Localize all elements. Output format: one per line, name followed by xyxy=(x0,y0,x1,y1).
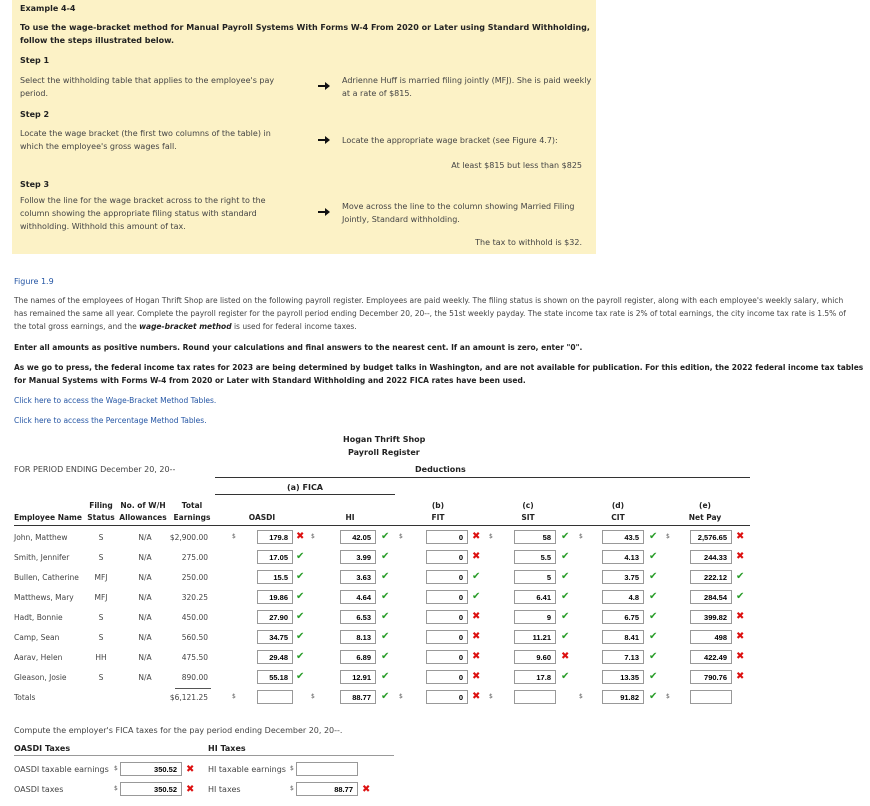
oasdi-input[interactable] xyxy=(257,610,293,624)
step-1-arrow-icon xyxy=(318,81,330,91)
col-total-line-2: Earnings xyxy=(173,513,211,522)
step-3-right-line-1: Move across the line to the column showing Married Filing xyxy=(342,202,575,211)
deductions-rule xyxy=(215,477,750,478)
employee-name: Camp, Sean xyxy=(14,633,60,642)
allowances: N/A xyxy=(138,633,152,642)
fit-input[interactable] xyxy=(426,550,468,564)
fit-input[interactable] xyxy=(426,630,468,644)
fica-rule xyxy=(215,494,395,495)
step-1-label: Step 1 xyxy=(20,56,50,65)
hi-check-icon: ✔ xyxy=(381,591,390,602)
net-input[interactable] xyxy=(690,570,732,584)
fit-input[interactable] xyxy=(426,570,468,584)
sit-input[interactable] xyxy=(514,530,556,544)
net-check-icon: ✔ xyxy=(736,571,745,582)
net-check-icon: ✔ xyxy=(736,591,745,602)
wage-bracket-tables-link[interactable]: Click here to access the Wage-Bracket Method Tables. xyxy=(14,396,217,405)
currency-sign: $ xyxy=(114,785,118,792)
totals-rule xyxy=(175,688,211,689)
step-2-label: Step 2 xyxy=(20,110,50,119)
hi-input[interactable] xyxy=(340,590,376,604)
fit-input[interactable] xyxy=(426,650,468,664)
oasdi-taxes-cross-icon: ✖ xyxy=(186,784,195,795)
net-cross-icon: ✖ xyxy=(736,531,745,542)
totals-label: Totals xyxy=(14,693,36,702)
currency-sign: $ xyxy=(489,533,493,540)
percentage-tables-link[interactable]: Click here to access the Percentage Method Tables. xyxy=(14,416,207,425)
employee-name: Gleason, Josie xyxy=(14,673,67,682)
hi-check-icon: ✔ xyxy=(381,671,390,682)
sit-check-icon: ✔ xyxy=(561,551,570,562)
hi-taxes-label: HI taxes xyxy=(208,785,241,794)
col-fit-line-2: FIT xyxy=(431,513,445,522)
currency-sign: $ xyxy=(666,533,670,540)
example-title: Example 4-4 xyxy=(20,4,76,13)
description-line-1: The names of the employees of Hogan Thrift Shop are listed on the following payroll register. Employees are paid weekly. The filing status is shown on the payroll register, along with each employee's weekly salary, which xyxy=(14,296,844,305)
col-allow-line-1: No. of W/H xyxy=(120,501,166,510)
total-earnings: 475.50 xyxy=(181,653,208,662)
net-input[interactable] xyxy=(690,610,732,624)
filing-status: S xyxy=(98,633,104,642)
fit-input[interactable] xyxy=(426,670,468,684)
oasdi-input[interactable] xyxy=(257,670,293,684)
instruction-tables-line-2: for Manual Systems with Forms W-4 from 2020 or Later with Standard Withholding and 2022 FICA rates have been used. xyxy=(14,376,526,385)
step-2-right-line-1: Locate the appropriate wage bracket (see Figure 4.7): xyxy=(342,136,558,145)
step-3-right-line-3: The tax to withhold is $32. xyxy=(475,238,582,247)
allowances: N/A xyxy=(138,553,152,562)
currency-sign: $ xyxy=(232,693,236,700)
allowances: N/A xyxy=(138,653,152,662)
employer-question: Compute the employer's FICA taxes for the pay period ending December 20, 20--. xyxy=(14,726,343,735)
step-1-right-line-1: Adrienne Huff is married filing jointly (MFJ). She is paid weekly xyxy=(342,76,592,85)
allowances: N/A xyxy=(138,533,152,542)
oasdi-taxes-label: OASDI taxes xyxy=(14,785,64,794)
sit-input[interactable] xyxy=(514,570,556,584)
col-net-line-2: Net Pay xyxy=(688,513,722,522)
step-2-left-line-1: Locate the wage bracket (the first two columns of the table) in xyxy=(20,129,271,138)
employee-name: Matthews, Mary xyxy=(14,593,74,602)
example-intro-line-2: follow the steps illustrated below. xyxy=(20,36,175,45)
oasdi-taxable-earnings-cross-icon: ✖ xyxy=(186,764,195,775)
currency-sign: $ xyxy=(290,765,294,772)
col-sit-line-1: (c) xyxy=(522,501,534,510)
employee-name: Hadt, Bonnie xyxy=(14,613,63,622)
fit-check-icon: ✔ xyxy=(472,571,481,582)
filing-status: HH xyxy=(95,653,107,662)
hi-check-icon: ✔ xyxy=(381,631,390,642)
net-cross-icon: ✖ xyxy=(736,551,745,562)
sit-check-icon: ✔ xyxy=(561,631,570,642)
cit-input[interactable] xyxy=(602,690,644,704)
step-3-label: Step 3 xyxy=(20,180,50,189)
total-earnings: 450.00 xyxy=(181,613,208,622)
deductions-header: Deductions xyxy=(415,465,466,474)
cit-check-icon: ✔ xyxy=(649,551,658,562)
oasdi-input[interactable] xyxy=(257,550,293,564)
step-1-left-line-1: Select the withholding table that applies to the employee's pay xyxy=(20,76,275,85)
oasdi-input[interactable] xyxy=(257,530,293,544)
cit-check-icon: ✔ xyxy=(649,671,658,682)
hi-taxes-cross-icon: ✖ xyxy=(362,784,371,795)
currency-sign: $ xyxy=(489,693,493,700)
employee-name: Smith, Jennifer xyxy=(14,553,70,562)
net-cross-icon: ✖ xyxy=(736,651,745,662)
col-allow-line-2: Allowances xyxy=(119,513,167,522)
oasdi-input[interactable] xyxy=(257,630,293,644)
total-earnings: $2,900.00 xyxy=(169,533,208,542)
cit-input[interactable] xyxy=(602,550,644,564)
register-period: FOR PERIOD ENDING December 20, 20-- xyxy=(14,465,176,474)
allowances: N/A xyxy=(138,593,152,602)
fit-cross-icon: ✖ xyxy=(472,631,481,642)
description-line-3: the total gross earnings, and the wage-bracket method is used for federal income taxes. xyxy=(14,322,357,331)
col-total-line-1: Total xyxy=(181,501,203,510)
oasdi-check-icon: ✔ xyxy=(296,631,305,642)
col-net-line-1: (e) xyxy=(699,501,711,510)
hi-taxable-earnings-label: HI taxable earnings xyxy=(208,765,286,774)
sit-cross-icon: ✖ xyxy=(561,651,570,662)
oasdi-check-icon: ✔ xyxy=(296,571,305,582)
register-company: Hogan Thrift Shop xyxy=(343,435,426,444)
fit-input[interactable] xyxy=(426,590,468,604)
fit-cross-icon: ✖ xyxy=(472,551,481,562)
hi-taxes-heading: HI Taxes xyxy=(208,744,246,753)
sit-input[interactable] xyxy=(514,670,556,684)
oasdi-check-icon: ✔ xyxy=(296,671,305,682)
hi-check-icon: ✔ xyxy=(381,571,390,582)
col-filing-line-2: Status xyxy=(87,513,115,522)
hi-check-icon: ✔ xyxy=(381,611,390,622)
allowances: N/A xyxy=(138,613,152,622)
filing-status: S xyxy=(98,673,104,682)
cit-check-icon: ✔ xyxy=(649,571,658,582)
employee-name: John, Matthew xyxy=(14,533,68,542)
step-1-left-line-2: period. xyxy=(20,89,49,98)
fit-input[interactable] xyxy=(426,610,468,624)
employer-rule xyxy=(14,755,394,756)
oasdi-cross-icon: ✖ xyxy=(296,531,305,542)
filing-status: S xyxy=(98,533,104,542)
hi-taxes-input[interactable] xyxy=(296,782,358,796)
cit-check-icon: ✔ xyxy=(649,651,658,662)
oasdi-input[interactable] xyxy=(257,570,293,584)
filing-status: MFJ xyxy=(94,593,108,602)
fit-cross-icon: ✖ xyxy=(472,651,481,662)
step-2-left-line-2: which the employee's gross wages fall. xyxy=(20,142,177,151)
cit-input[interactable] xyxy=(602,610,644,624)
net-cross-icon: ✖ xyxy=(736,631,745,642)
sit-input[interactable] xyxy=(514,610,556,624)
hi-input[interactable] xyxy=(340,690,376,704)
net-input[interactable] xyxy=(690,550,732,564)
sit-input[interactable] xyxy=(514,550,556,564)
currency-sign: $ xyxy=(579,533,583,540)
step-3-arrow-icon xyxy=(318,207,330,217)
hi-input[interactable] xyxy=(340,610,376,624)
allowances: N/A xyxy=(138,673,152,682)
instruction-tables-line-1: As we go to press, the federal income tax rates for 2023 are being determined by budget talks in Washington, and are not available for publication. For this edition, the 2022 federal income tax tables xyxy=(14,363,864,372)
col-filing-line-1: Filing xyxy=(89,501,113,510)
currency-sign: $ xyxy=(399,533,403,540)
oasdi-taxable-earnings-label: OASDI taxable earnings xyxy=(14,765,109,774)
description-line-2: has remained the same all year. Complete the payroll register for the payroll period ending December 20, 20--, the 51st weekly payday. The state income tax rate is 2% of total earnings, the city income tax rate is 1.5% of xyxy=(14,309,846,318)
cit-input[interactable] xyxy=(602,530,644,544)
hi-check-icon: ✔ xyxy=(381,651,390,662)
hi-check-icon: ✔ xyxy=(381,531,390,542)
oasdi-input[interactable] xyxy=(257,590,293,604)
oasdi-input[interactable] xyxy=(257,650,293,664)
cit-input[interactable] xyxy=(602,590,644,604)
fit-input[interactable] xyxy=(426,530,468,544)
cit-check-icon: ✔ xyxy=(649,611,658,622)
step-3-left-line-2: column showing the appropriate filing status with standard xyxy=(20,209,257,218)
cit-check-icon: ✔ xyxy=(649,531,658,542)
oasdi-taxable-earnings-input[interactable] xyxy=(120,762,182,776)
sit-check-icon: ✔ xyxy=(561,571,570,582)
cit-input[interactable] xyxy=(602,650,644,664)
cit-check-icon: ✔ xyxy=(649,691,658,702)
net-cross-icon: ✖ xyxy=(736,611,745,622)
total-earnings: 320.25 xyxy=(181,593,208,602)
currency-sign: $ xyxy=(232,533,236,540)
fit-cross-icon: ✖ xyxy=(472,611,481,622)
register-title: Payroll Register xyxy=(348,448,420,457)
step-3-right-line-2: Jointly, Standard withholding. xyxy=(342,215,460,224)
net-input[interactable] xyxy=(690,530,732,544)
net-input[interactable] xyxy=(690,650,732,664)
sit-input[interactable] xyxy=(514,650,556,664)
instruction-rounding: Enter all amounts as positive numbers. Round your calculations and final answers to the nearest cent. If an amount is zero, enter "0". xyxy=(14,343,583,352)
oasdi-check-icon: ✔ xyxy=(296,591,305,602)
fica-header: (a) FICA xyxy=(287,483,323,492)
hi-input[interactable] xyxy=(340,630,376,644)
col-hi: HI xyxy=(345,513,355,522)
allowances: N/A xyxy=(138,573,152,582)
figure-label: Figure 1.9 xyxy=(14,277,54,286)
currency-sign: $ xyxy=(114,765,118,772)
cit-input[interactable] xyxy=(602,670,644,684)
filing-status: S xyxy=(98,553,104,562)
total-earnings: $6,121.25 xyxy=(169,693,208,702)
cit-input[interactable] xyxy=(602,630,644,644)
cit-check-icon: ✔ xyxy=(649,591,658,602)
currency-sign: $ xyxy=(311,533,315,540)
oasdi-taxes-heading: OASDI Taxes xyxy=(14,744,71,753)
total-earnings: 560.50 xyxy=(181,633,208,642)
hi-check-icon: ✔ xyxy=(381,551,390,562)
col-cit-line-1: (d) xyxy=(611,501,625,510)
employee-name: Aarav, Helen xyxy=(14,653,63,662)
sit-check-icon: ✔ xyxy=(561,611,570,622)
col-sit-line-2: SIT xyxy=(521,513,535,522)
fit-cross-icon: ✖ xyxy=(472,671,481,682)
hi-input[interactable] xyxy=(340,670,376,684)
hi-check-icon: ✔ xyxy=(381,691,390,702)
col-fit-line-1: (b) xyxy=(431,501,445,510)
filing-status: MFJ xyxy=(94,573,108,582)
oasdi-check-icon: ✔ xyxy=(296,651,305,662)
step-3-left-line-1: Follow the line for the wage bracket across to the right to the xyxy=(20,196,266,205)
step-1-right-line-2: at a rate of $815. xyxy=(342,89,412,98)
example-intro-line-1: To use the wage-bracket method for Manual Payroll Systems With Forms W-4 From 2020 or Later using Standard Withholding, xyxy=(20,23,590,32)
fit-check-icon: ✔ xyxy=(472,591,481,602)
net-cross-icon: ✖ xyxy=(736,671,745,682)
sit-input[interactable] xyxy=(514,630,556,644)
hi-input[interactable] xyxy=(340,570,376,584)
col-cit-line-2: CIT xyxy=(611,513,625,522)
hi-input[interactable] xyxy=(340,530,376,544)
total-earnings: 890.00 xyxy=(181,673,208,682)
hi-input[interactable] xyxy=(340,550,376,564)
currency-sign: $ xyxy=(399,693,403,700)
col-name: Employee Name xyxy=(14,513,82,522)
currency-sign: $ xyxy=(666,693,670,700)
currency-sign: $ xyxy=(290,785,294,792)
total-earnings: 250.00 xyxy=(181,573,208,582)
header-rule xyxy=(14,525,750,526)
currency-sign: $ xyxy=(579,693,583,700)
step-2-arrow-icon xyxy=(318,135,330,145)
net-input[interactable] xyxy=(690,690,732,704)
sit-input[interactable] xyxy=(514,690,556,704)
fit-input[interactable] xyxy=(426,690,468,704)
sit-check-icon: ✔ xyxy=(561,591,570,602)
cit-input[interactable] xyxy=(602,570,644,584)
step-3-left-line-3: withholding. Withhold this amount of tax. xyxy=(20,222,186,231)
cit-check-icon: ✔ xyxy=(649,631,658,642)
step-2-right-line-2: At least $815 but less than $825 xyxy=(451,161,582,170)
hi-taxable-earnings-input[interactable] xyxy=(296,762,358,776)
filing-status: S xyxy=(98,613,104,622)
employee-name: Bullen, Catherine xyxy=(14,573,79,582)
fit-cross-icon: ✖ xyxy=(472,691,481,702)
example-box xyxy=(12,0,596,254)
fit-cross-icon: ✖ xyxy=(472,531,481,542)
col-oasdi: OASDI xyxy=(248,513,276,522)
hi-input[interactable] xyxy=(340,650,376,664)
oasdi-check-icon: ✔ xyxy=(296,551,305,562)
oasdi-taxes-input[interactable] xyxy=(120,782,182,796)
net-input[interactable] xyxy=(690,670,732,684)
net-input[interactable] xyxy=(690,630,732,644)
net-input[interactable] xyxy=(690,590,732,604)
sit-input[interactable] xyxy=(514,590,556,604)
total-earnings: 275.00 xyxy=(181,553,208,562)
oasdi-input[interactable] xyxy=(257,690,293,704)
sit-check-icon: ✔ xyxy=(561,671,570,682)
sit-check-icon: ✔ xyxy=(561,531,570,542)
oasdi-check-icon: ✔ xyxy=(296,611,305,622)
currency-sign: $ xyxy=(311,693,315,700)
